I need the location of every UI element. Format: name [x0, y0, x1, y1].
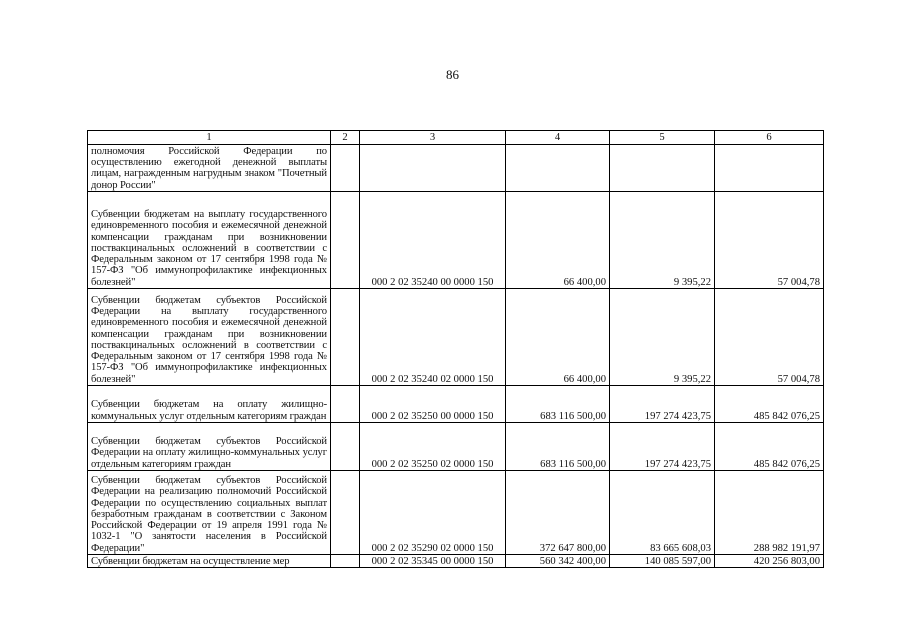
column-header-6: 6 [715, 131, 824, 145]
column-header-3: 3 [360, 131, 506, 145]
table-row [88, 423, 824, 471]
budget-table [87, 130, 824, 568]
row-amount-6: 57 004,78 [715, 192, 824, 289]
row-col2 [331, 289, 360, 386]
row-amount-6: 420 256 803,00 [715, 555, 824, 568]
table-header-row [88, 131, 824, 145]
table-row [88, 555, 824, 568]
row-amount-4: 560 342 400,00 [506, 555, 610, 568]
page-number: 86 [446, 67, 459, 82]
row-amount-5: 9 395,22 [610, 289, 715, 386]
table-row [88, 289, 824, 386]
row-amount-5: 83 665 608,03 [610, 471, 715, 555]
row-col2 [331, 555, 360, 568]
row-amount-6: 57 004,78 [715, 289, 824, 386]
table-row [88, 145, 824, 192]
row-code: 000 2 02 35250 02 0000 150 [360, 423, 506, 471]
column-header-1: 1 [88, 131, 331, 145]
row-code: 000 2 02 35250 00 0000 150 [360, 386, 506, 423]
row-code: 000 2 02 35240 02 0000 150 [360, 289, 506, 386]
row-amount-5: 140 085 597,00 [610, 555, 715, 568]
row-description: Субвенции бюджетам субъектов Российской Федерации на реализацию полномочий Российской Федерации по осуществлению социальных выплат безработным гражданам в соответствии с Законом Российской Федерации от 19 апреля 1991 года № 1032-1 "О занятости населения в Российской Федерации" [88, 471, 331, 555]
row-amount-6 [715, 145, 824, 192]
row-description: Субвенции бюджетам субъектов Российской Федерации на оплату жилищно-коммунальных услуг отдельным категориям граждан [88, 423, 331, 471]
row-amount-4 [506, 145, 610, 192]
row-amount-4: 372 647 800,00 [506, 471, 610, 555]
row-code [360, 145, 506, 192]
row-amount-5: 197 274 423,75 [610, 423, 715, 471]
row-amount-4: 683 116 500,00 [506, 423, 610, 471]
row-amount-4: 683 116 500,00 [506, 386, 610, 423]
table-row [88, 471, 824, 555]
column-header-4: 4 [506, 131, 610, 145]
row-amount-6: 288 982 191,97 [715, 471, 824, 555]
row-amount-4: 66 400,00 [506, 192, 610, 289]
row-description: Субвенции бюджетам на осуществление мер [88, 555, 331, 568]
row-description: Субвенции бюджетам субъектов Российской Федерации на выплату государственного единовременного пособия и ежемесячной денежной компенсации гражданам при возникновении поствакцинальных осложнений в соответствии с Федеральным законом от 17 сентября 1998 года № 157-ФЗ "Об иммунопрофилактике инфекционных болезней" [88, 289, 331, 386]
column-header-5: 5 [610, 131, 715, 145]
row-description: полномочия Российской Федерации по осуществлению ежегодной денежной выплаты лицам, награжденным нагрудным знаком "Почетный донор России" [88, 145, 331, 192]
row-amount-5: 197 274 423,75 [610, 386, 715, 423]
row-col2 [331, 145, 360, 192]
row-col2 [331, 386, 360, 423]
row-amount-4: 66 400,00 [506, 289, 610, 386]
table-row [88, 386, 824, 423]
row-col2 [331, 471, 360, 555]
table-row [88, 192, 824, 289]
row-col2 [331, 192, 360, 289]
row-amount-6: 485 842 076,25 [715, 423, 824, 471]
row-code: 000 2 02 35240 00 0000 150 [360, 192, 506, 289]
row-description: Субвенции бюджетам на выплату государственного единовременного пособия и ежемесячной денежной компенсации гражданам при возникновении поствакцинальных осложнений в соответствии с Федеральным законом от 17 сентября 1998 года № 157-ФЗ "Об иммунопрофилактике инфекционных болезней" [88, 192, 331, 289]
row-code: 000 2 02 35345 00 0000 150 [360, 555, 506, 568]
row-code: 000 2 02 35290 02 0000 150 [360, 471, 506, 555]
row-description: Субвенции бюджетам на оплату жилищно-коммунальных услуг отдельным категориям граждан [88, 386, 331, 423]
column-header-2: 2 [331, 131, 360, 145]
row-col2 [331, 423, 360, 471]
row-amount-6: 485 842 076,25 [715, 386, 824, 423]
row-amount-5 [610, 145, 715, 192]
row-amount-5: 9 395,22 [610, 192, 715, 289]
